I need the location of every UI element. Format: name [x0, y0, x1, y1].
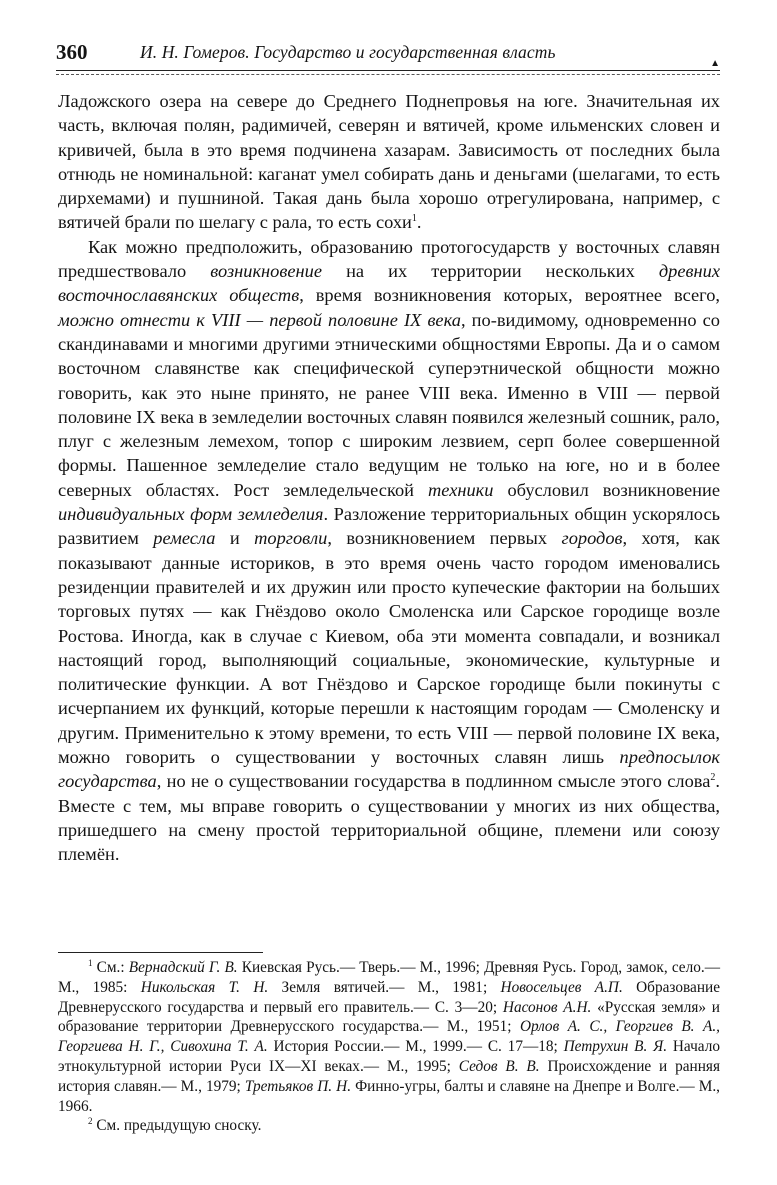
citation-author: Новосельцев А.П. [500, 978, 623, 996]
emphasis: ремесла [153, 528, 216, 549]
footnote-separator [58, 952, 263, 953]
corner-mark: ▲ [710, 58, 720, 69]
footnote-ref-1: 1 [411, 213, 417, 225]
page-header [56, 40, 720, 69]
footnote-1: $^1$ См.: Вернадский Г. В. Киевская Русь.— Тверь.— М., 1996; Древняя Русь. Город, замок, село.— М., 1985: Никольская Т. Н. Земля вятичей.— М., 1981; Новосельцев А.П. Образование Древнерусского государства и первый его правитель.— С. 3—20; Насонов А.Н. «Русская земля» и образование территории Древнерусского государства.— М., 1951; Орлов А. С., Георгиев В. А., Георгиева Н. Г., Сивохина Т. А. История России.— М., 1999.— С. 17—18; Петрухин В. Я. Начало этнокультурной истории Руси IX—XI веках.— М., 1995; Седов В. В. Происхождение и ранняя история славян.— М., 1979; Третьяков П. Н. Финно-угры, балты и славяне на Днепре и Волге.— М., 1966. [58, 958, 720, 1115]
emphasis: торговли [254, 528, 328, 549]
citation-author: Третьяков П. Н. [244, 1077, 352, 1095]
paragraph-1: Ладожского озера на севере до Среднего Поднепровья на юге. Значительная их часть, включая полян, радимичей, северян и вятичей, кроме ильменских словен и кривичей, была в это время подчинена хазарам. Зависимость от последних была отнюдь не номинальной: каганат умел собирать дань и деньгами (шелагами, то есть дирхемами) и пушниной. Такая дань была хорошо отрегулирована, например, с вятичей брали по шелагу с рала, то есть сохи$^1$. [58, 91, 720, 233]
citation-author: Петрухин В. Я. [563, 1038, 668, 1056]
main-text [58, 89, 720, 867]
emphasis: техники [428, 479, 494, 500]
citation-author: Насонов А.Н. [502, 998, 592, 1016]
emphasis: городов [561, 528, 623, 549]
running-title: И. Н. Гомеров. Государство и государственная власть [140, 42, 556, 62]
emphasis: можно отнести к VIII — первой половине IX века [58, 309, 461, 330]
header-rule [56, 70, 720, 71]
citation-author: Орлов А. С., Георгиев В. А., Георгиева Н. Г., Сивохина Т. А. [58, 1018, 720, 1056]
footnote-ref-2: 2 [710, 772, 716, 784]
header-rule-dashed [56, 74, 720, 75]
footnote-number: 1 [88, 958, 93, 968]
paragraph-2: Как можно предположить, образованию протогосударств у восточных славян предшествовало возникновение на их территории нескольких древних восточнославянских обществ, время возникновения которых, вероятнее всего, можно отнести к VIII — первой половине IX века, по-видимому, одновременно со скандинавами и многими другими этническими общностями Европы. Да и о самом восточном славянстве как специфической суперэтнической общности можно говорить, как это ныне принято, не ранее VIII века. Именно в VIII — первой половине IX века в земледелии восточных славян появился железный сошник, рало, плуг с железным лемехом, топор с широким лезвием, серп более совершенной формы. Пашенное земледелие стало ведущим не только на юге, но и в более северных областях. Рост земледельческой техники обусловил возникновение индивидуальных форм земледелия. Разложение территориальных общин ускорялось развитием ремесла и торговли, возникновением первых городов, хотя, как показывают данные историков, в это время очень часто городом именовались резиденции правителей и их дружин или просто купеческие фактории на больших торговых путях — как Гнёздово около Смоленска или Сарское городище возле Ростова. Иногда, как в случае с Киевом, оба эти момента совпадали, и возникал настоящий город, выполняющий социальные, экономические, культурные и политические функции. А вот Гнёздово и Сарское городище были покинуты с исчерпанием их функций, которые перешли к настоящим городам — Смоленску и другим. Применительно к этому времени, то есть VIII — первой половине IX века, можно говорить о существовании у восточных славян лишь предпосылок государства, но не о существовании государства в подлинном смысле этого слова$^2$. Вместе с тем, мы вправе говорить о существовании у многих из них общества, пришедшего на смену простой территориальной общине, племени или союзу племён. [58, 236, 720, 865]
footnote-2: $^2$ См. предыдущую сноску. [88, 1116, 262, 1135]
citation-author: Никольская Т. Н. [140, 978, 269, 996]
citation-author: Седов В. В. [458, 1057, 540, 1075]
page-number: 360 [56, 40, 88, 64]
footnotes [58, 958, 720, 1136]
footnote-number: 2 [88, 1116, 93, 1127]
emphasis: возникновение [210, 261, 323, 282]
emphasis: древних восточнославянских обществ [58, 261, 720, 306]
emphasis: индивидуальных форм земледелия [58, 504, 324, 525]
emphasis: предпосылок государства [58, 747, 720, 792]
citation-author: Вернадский Г. В. [128, 959, 238, 976]
